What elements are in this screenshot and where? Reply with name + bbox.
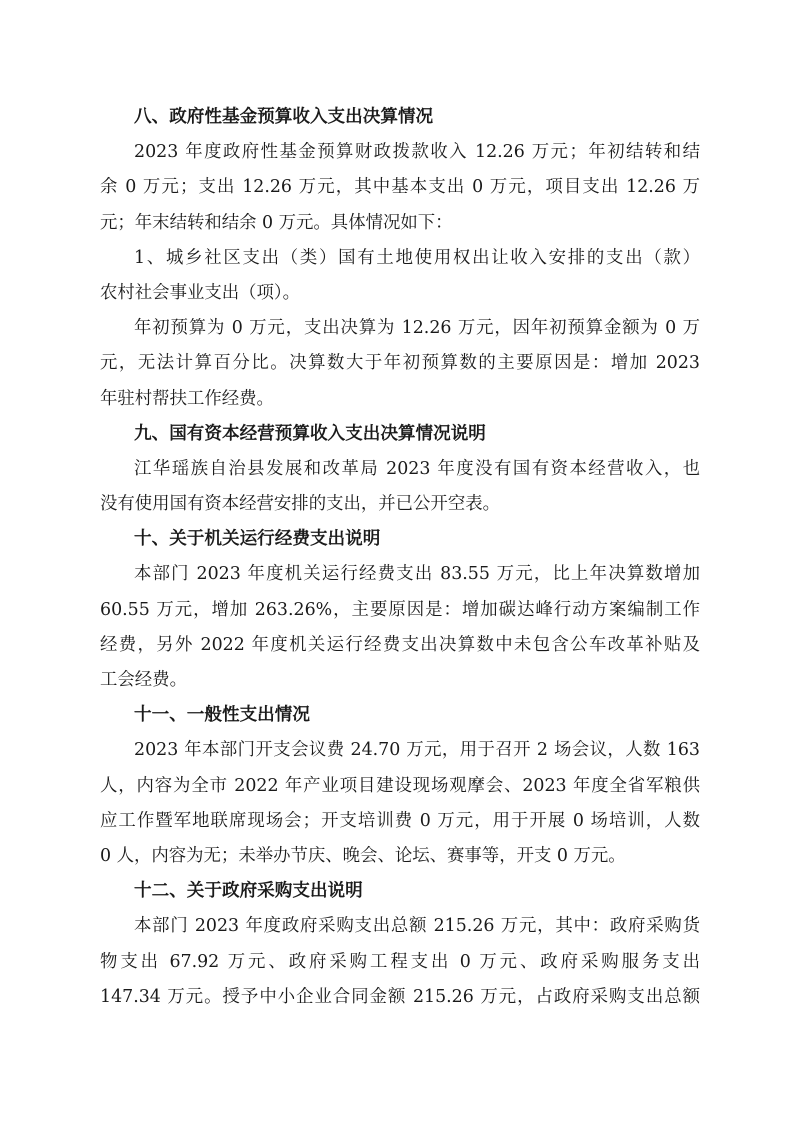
paragraph-line: 没有使用国有资本经营安排的支出，并已公开空表。 bbox=[100, 494, 500, 515]
section-heading: 十一、一般性支出情况 bbox=[134, 705, 310, 726]
paragraph-line: 2023 年本部门开支会议费 24.70 万元，用于召开 2 场会议，人数 163 bbox=[134, 740, 700, 761]
paragraph-line: 农村社会事业支出（项）。 bbox=[100, 282, 300, 303]
paragraph-line: 元；年末结转和结余 0 万元。具体情况如下： bbox=[100, 212, 453, 233]
paragraph-line: 60.55 万元，增加 263.26%，主要原因是：增加碳达峰行动方案编制工作 bbox=[100, 599, 700, 620]
section-heading: 八、政府性基金预算收入支出决算情况 bbox=[134, 107, 434, 127]
paragraph-line: 物支出 67.92 万元、政府采购工程支出 0 万元、政府采购服务支出 bbox=[100, 951, 700, 972]
paragraph-line: 年驻村帮扶工作经费。 bbox=[100, 388, 274, 409]
section-heading: 十、关于机关运行经费支出说明 bbox=[134, 529, 381, 550]
paragraph-line: 人，内容为全市 2022 年产业项目建设现场观摩会、2023 年度全省军粮供 bbox=[100, 775, 700, 796]
paragraph-line: 工会经费。 bbox=[100, 670, 187, 690]
paragraph-line: 本部门 2023 年度机关运行经费支出 83.55 万元，比上年决算数增加 bbox=[134, 564, 700, 585]
paragraph-line: 年初预算为 0 万元，支出决算为 12.26 万元，因年初预算金额为 0 万 bbox=[134, 318, 700, 339]
paragraph-line: 2023 年度政府性基金预算财政拨款收入 12.26 万元；年初结转和结 bbox=[134, 142, 700, 163]
paragraph-line: 1、城乡社区支出（类）国有土地使用权出让收入安排的支出（款） bbox=[134, 247, 700, 268]
section-heading: 九、国有资本经营预算收入支出决算情况说明 bbox=[134, 423, 486, 444]
paragraph-line: 元，无法计算百分比。决算数大于年初预算数的主要原因是：增加 2023 bbox=[100, 353, 700, 374]
document-page bbox=[100, 100, 700, 1015]
paragraph-line: 应工作暨军地联席现场会；开支培训费 0 万元，用于开展 0 场培训，人数 bbox=[100, 810, 700, 831]
paragraph-line: 本部门 2023 年度政府采购支出总额 215.26 万元，其中：政府采购货 bbox=[134, 916, 700, 937]
section-heading: 十二、关于政府采购支出说明 bbox=[134, 881, 363, 902]
paragraph-line: 经费，另外 2022 年度机关运行经费支出决算数中未包含公车改革补贴及 bbox=[100, 634, 700, 655]
paragraph-line: 147.34 万元。授予中小企业合同金额 215.26 万元，占政府采购支出总额 bbox=[100, 986, 700, 1007]
paragraph-line: 余 0 万元；支出 12.26 万元，其中基本支出 0 万元，项目支出 12.26 万 bbox=[100, 177, 700, 198]
paragraph-line: 0 人，内容为无；未举办节庆、晚会、论坛、赛事等，开支 0 万元。 bbox=[100, 845, 626, 866]
paragraph-line: 江华瑶族自治县发展和改革局 2023 年度没有国有资本经营收入，也 bbox=[134, 458, 700, 479]
